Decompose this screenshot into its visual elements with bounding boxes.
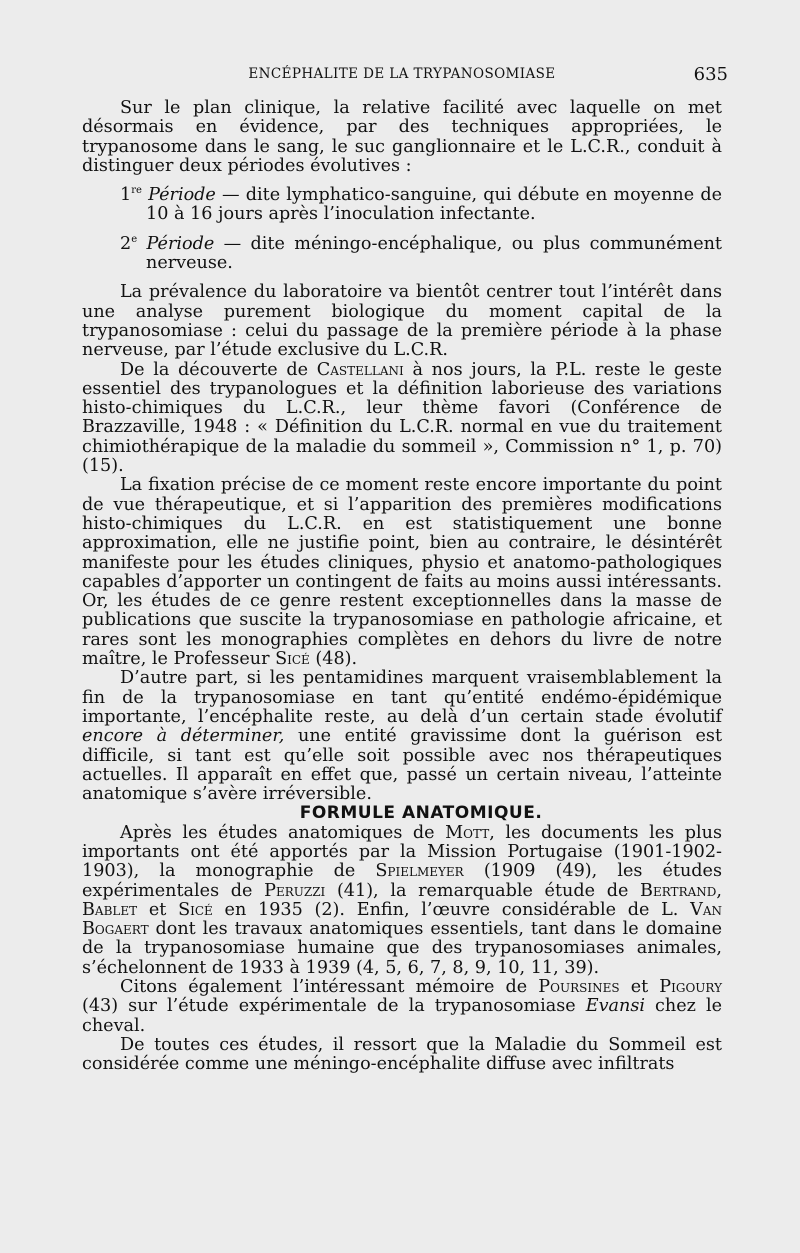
italic-species: Evansi <box>585 996 645 1017</box>
author-spielmeyer: Spielmeyer <box>375 861 464 882</box>
period-2-item <box>82 235 722 274</box>
period-2-number: 2 <box>120 233 132 254</box>
period-2-name: Période <box>146 233 215 254</box>
paragraph-poursines <box>82 978 722 1036</box>
text-run: et <box>137 899 179 920</box>
author-van-bogaert: Van Bogaert <box>82 899 722 940</box>
paragraph-pentamidines <box>82 669 722 804</box>
author-poursines: Poursines <box>538 977 620 998</box>
text-run: (41), la remarquable étude de <box>325 880 641 901</box>
period-2-text: — dite méningo-encéphalique, ou plus communément nerveuse. <box>146 233 723 274</box>
paragraph-intro: Sur le plan clinique, la relative facilité avec laquelle on met désormais en évidence, par des techniques appropriées, le trypanosome dans le sang, le suc ganglionnaire et le L.C.R., conduit à distinguer deux périodes évolutives : <box>82 98 722 176</box>
text-run: , <box>716 880 722 901</box>
period-2-ordinal: e <box>131 233 138 245</box>
text-run: De la découverte de <box>120 359 317 380</box>
paragraph-laboratory: La prévalence du laboratoire va bientôt centrer tout l’intérêt dans une analyse purement biologique du moment capital de la trypanosomiase : celui du passage de la première période à la phase nerveuse, par l’étude exclusive du L.C.R. <box>82 282 722 361</box>
author-pigoury: Pigoury <box>659 977 722 998</box>
author-mott: Mott <box>445 822 490 843</box>
page-number: 635 <box>693 64 728 85</box>
period-1-name: Période <box>148 185 216 206</box>
italic-phrase: encore à déterminer, <box>82 726 285 747</box>
text-run: à nos jours, la P.L. reste le geste essentiel des trypanologues et la définition laborieuse des variations histo-chimiques du L.C.R., leur thème favori (Conférence de Brazzaville, 1948 : « Définition du L.C.R. normal en vue du traitement chimiothérapique de la maladie du sommeil », Commission n° 1, p. 70) (15). <box>82 359 723 477</box>
text-run: (43) sur l’étude expérimentale de la trypanosomiase <box>82 996 586 1017</box>
text-run: dont les travaux anatomiques essentiels, tant dans le domaine de la trypanosomiase humaine que des trypanosomiases animales, s’échelonnent de 1933 à 1939 (4, 5, 6, 7, 8, 9, 10, 11, 39). <box>82 919 722 978</box>
paragraph-conclusion: De toutes ces études, il ressort que la Maladie du Sommeil est considérée comme une méningo-encéphalite diffuse avec infiltrats <box>82 1034 722 1075</box>
author-castellani: Castellani <box>316 359 404 380</box>
period-1-item <box>82 186 722 225</box>
text-run: La fixation précise de ce moment reste encore importante du point de vue thérapeutique, et si l’apparition des premières modifications histo-chimiques du L.C.R. en est statistiquement une bonne approximation, elle ne justifie point, bien au contraire, le désintérêt manifeste pour les études cliniques, physio et anatomo-pathologiques capables d’apporter un contingent de faits au moins aussi intéressants. Or, les études de ce genre restent exceptionnelles dans la masse de publications que suscite la trypanosomiase en pathologie africaine, et rares sont les monographies complètes en dehors du livre de notre maître, le Professeur <box>82 475 722 670</box>
text-run: une entité gravissime dont la guérison est difficile, si tant est qu’elle soit possible avec nos thérapeutiques actuelles. Il apparaît en effet que, passé un certain niveau, l’atteinte anatomique s’avère irréversible. <box>82 726 723 805</box>
text-run: (1909 (49), les études expérimentales de <box>82 861 722 901</box>
text-run: en 1935 (2). Enfin, l’œuvre considérable de L. <box>212 899 691 920</box>
section-title: FORMULE ANATOMIQUE. <box>299 803 543 824</box>
author-bertrand: Bertrand <box>640 880 717 901</box>
author-bablet: Bablet <box>82 899 138 920</box>
text-run: , les documents les plus importants ont été apportés par la Mission Portugaise (1901-1902-1903), la monographie de <box>82 822 722 882</box>
author-sice: Sicé <box>178 899 213 920</box>
body-text <box>82 99 722 1075</box>
text-run: D’autre part, si les pentamidines marquent vraisemblablement la fin de la trypanosomiase en tant qu’entité endémo-épidémique importante, l’encéphalite reste, au delà d’un certain stade évolutif <box>82 668 722 727</box>
text-run: et <box>619 977 660 998</box>
paragraph-fixation <box>82 476 722 669</box>
paragraph-castellani <box>82 361 722 477</box>
running-title: ENCÉPHALITE DE LA TRYPANOSOMIASE <box>248 66 556 82</box>
text-run: Citons également l’intéressant mémoire de <box>120 977 539 998</box>
author-peruzzi: Peruzzi <box>264 880 326 901</box>
author-sice: Sicé <box>275 649 310 670</box>
text-run: chez le cheval. <box>82 996 722 1036</box>
period-1-ordinal: re <box>131 185 142 197</box>
page-header <box>82 64 728 88</box>
period-1-number: 1 <box>120 185 132 206</box>
text-run: Après les études anatomiques de <box>120 822 446 843</box>
text-run: (48). <box>309 649 358 670</box>
paragraph-anatomical-studies <box>82 824 722 978</box>
period-1-text: — dite lymphatico-sanguine, qui débute en moyenne de 10 à 16 jours après l’inoculation infectante. <box>146 185 723 225</box>
